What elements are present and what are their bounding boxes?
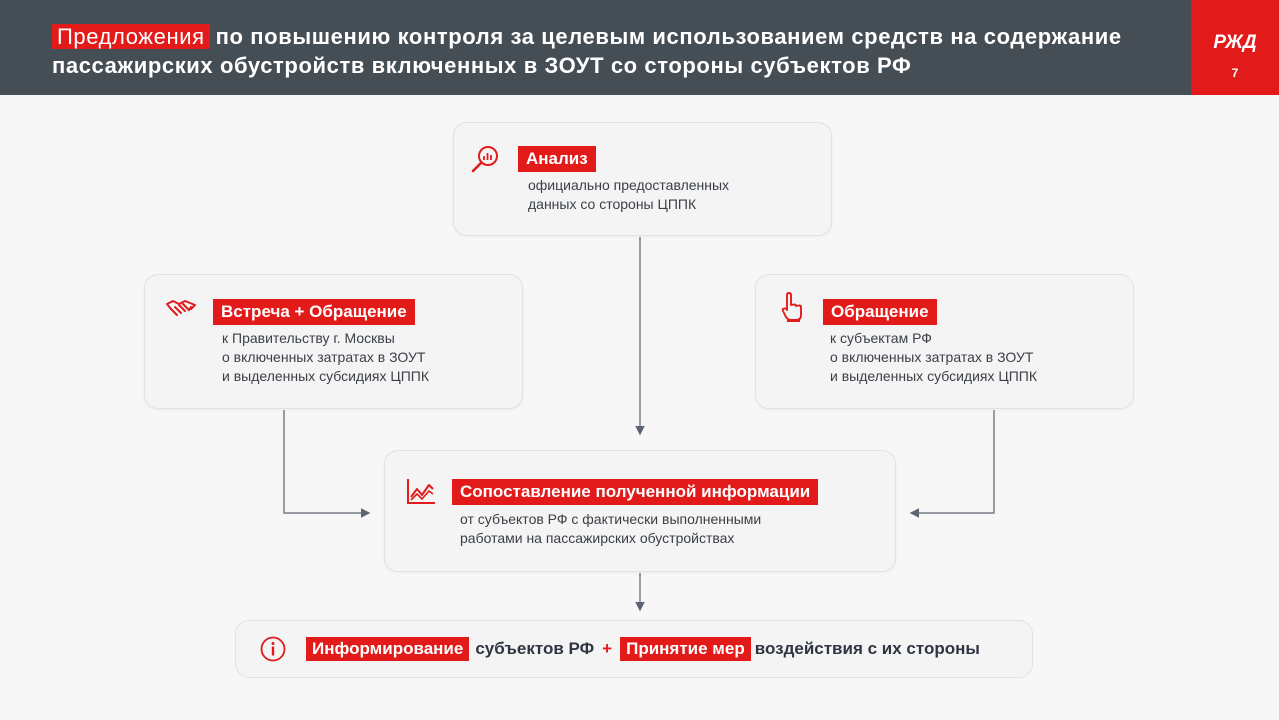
- card-analysis-line: официально предоставленных: [528, 177, 730, 193]
- card-analysis: [453, 122, 832, 236]
- bottom-row: [306, 621, 980, 677]
- title-highlight: Предложения: [52, 24, 210, 49]
- card-analysis-line: данных со стороны ЦППК: [528, 196, 697, 212]
- bottom-tag-inform: Информирование: [306, 637, 469, 661]
- connector-appeal-compare: [912, 410, 994, 513]
- card-appeal-desc: [830, 329, 1037, 386]
- line-chart-icon: [405, 475, 437, 507]
- info-icon: [260, 636, 286, 662]
- card-appeal-line: к субъектам РФ: [830, 330, 932, 346]
- rzd-logo: [1209, 30, 1261, 52]
- connector-meeting-compare: [284, 410, 368, 513]
- card-meeting-line: и выделенных субсидиях ЦППК: [222, 368, 430, 384]
- card-compare-label: Сопоставление полученной информации: [452, 479, 818, 505]
- card-analysis-desc: [528, 176, 729, 214]
- card-compare-line: работами на пассажирских обустройствах: [460, 530, 735, 546]
- card-appeal-label: Обращение: [823, 299, 937, 325]
- card-compare-desc: [460, 510, 761, 548]
- logo-text: РЖД: [1213, 32, 1257, 52]
- card-compare: [384, 450, 896, 572]
- title-text: по повышению контроля за целевым использованием средств на содержание пассажирских обустройств включенных в ЗОУТ со стороны субъектов РФ: [52, 24, 1122, 78]
- magnifier-chart-icon: [470, 143, 502, 175]
- bottom-plus: +: [602, 639, 613, 658]
- card-meeting-desc: [222, 329, 429, 386]
- card-compare-line: от субъектов РФ с фактически выполненными: [460, 511, 762, 527]
- card-appeal-line: о включенных затратах в ЗОУТ: [830, 349, 1034, 365]
- page-title: [52, 22, 1172, 80]
- card-analysis-label: Анализ: [518, 146, 596, 172]
- card-meeting: [144, 274, 523, 409]
- handshake-icon: [165, 293, 197, 325]
- header: [0, 0, 1279, 95]
- pointing-hand-icon: [776, 291, 808, 323]
- bottom-text-impact: воздействия с их стороны: [754, 639, 980, 658]
- bottom-summary: [235, 620, 1033, 678]
- card-appeal: [755, 274, 1134, 409]
- card-meeting-label: Встреча + Обращение: [213, 299, 415, 325]
- bottom-text-subjects: субъектов РФ: [475, 639, 595, 658]
- card-meeting-line: о включенных затратах в ЗОУТ: [222, 349, 426, 365]
- page-number: 7: [1231, 66, 1239, 80]
- card-appeal-line: и выделенных субсидиях ЦППК: [830, 368, 1038, 384]
- brand-block: [1191, 0, 1279, 95]
- bottom-tag-measures: Принятие мер: [620, 637, 751, 661]
- card-meeting-line: к Правительству г. Москвы: [222, 330, 395, 346]
